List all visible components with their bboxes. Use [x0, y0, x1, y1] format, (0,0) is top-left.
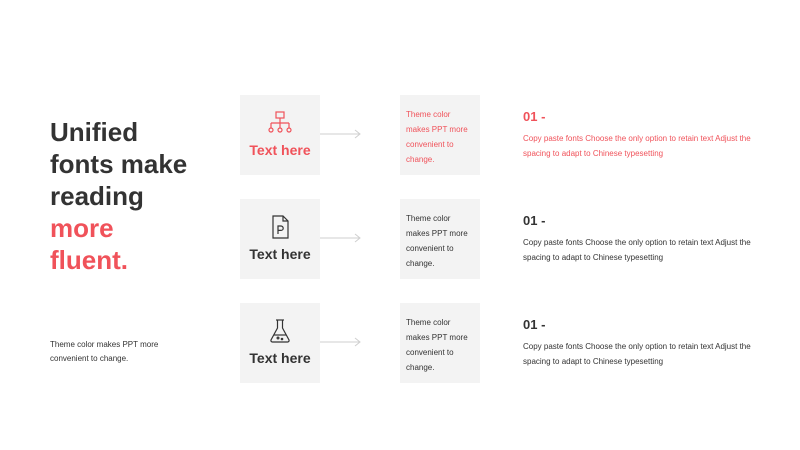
- headline-line-3: reading: [50, 181, 144, 211]
- item-description: Copy paste fonts Choose the only option to retain text Adjust the spacing to adapt to Chinese typesetting: [523, 342, 751, 366]
- detail-block: [523, 109, 763, 161]
- text-card: Theme color makes PPT more convenient to change.: [400, 199, 480, 279]
- item-number: 01 -: [523, 317, 546, 332]
- text-card: Theme color makes PPT more convenient to change.: [400, 303, 480, 383]
- text-card: Theme color makes PPT more convenient to change.: [400, 95, 480, 175]
- card-label: Text here: [249, 350, 311, 366]
- icon-card: [240, 95, 320, 175]
- side-note: Theme color makes PPT more convenient to change.: [50, 340, 159, 363]
- arrow-right-icon: [320, 129, 362, 139]
- item-description: Copy paste fonts Choose the only option to retain text Adjust the spacing to adapt to Chinese typesetting: [523, 238, 751, 262]
- headline-line-1: Unified: [50, 117, 139, 147]
- arrow-right-icon: [320, 233, 362, 243]
- feature-row-2: [0, 199, 800, 279]
- document-p-icon: [267, 214, 293, 240]
- detail-block: [523, 317, 763, 369]
- feature-row-3: [0, 303, 800, 383]
- headline-accent-line-1: more: [50, 213, 114, 243]
- arrow-right-icon: [320, 337, 362, 347]
- card-label: Text here: [249, 246, 311, 262]
- item-number: 01 -: [523, 213, 546, 228]
- detail-block: [523, 213, 763, 265]
- flask-icon: [267, 318, 293, 344]
- feature-row-1: [0, 95, 800, 175]
- item-number: 01 -: [523, 109, 546, 124]
- headline-accent-line-2: fluent.: [50, 245, 128, 275]
- icon-card: [240, 303, 320, 383]
- org-chart-icon: [267, 110, 293, 136]
- headline-line-2: fonts make: [50, 149, 188, 179]
- icon-card: [240, 199, 320, 279]
- item-description: Copy paste fonts Choose the only option to retain text Adjust the spacing to adapt to Chinese typesetting: [523, 134, 751, 158]
- card-label: Text here: [249, 142, 311, 158]
